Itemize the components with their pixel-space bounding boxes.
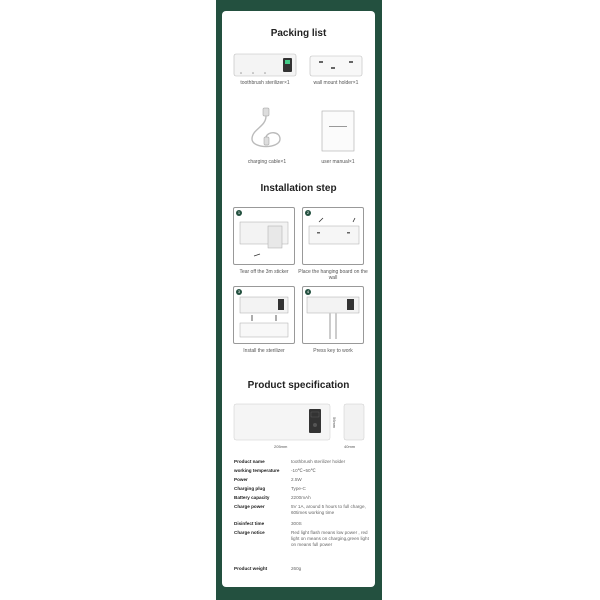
dimension-height: 56mm <box>332 417 337 429</box>
dimension-width: 205mm <box>274 444 288 449</box>
step-number: 4 <box>306 289 310 294</box>
manual-card <box>222 11 375 587</box>
step-label: Install the sterilizer <box>243 348 285 354</box>
step-label: Place the hanging board on the wall <box>298 269 368 281</box>
installation-title: Installation step <box>260 183 337 194</box>
packing-item-label: wall mount holder×1 <box>313 80 359 86</box>
step-4-image <box>302 286 364 344</box>
product-front-image <box>233 403 333 443</box>
user-manual-image <box>321 110 355 152</box>
spec-value: Red light flash means low power , red light on means on charging,green light on means full power <box>291 530 369 547</box>
step-number: 1 <box>237 210 241 215</box>
spec-key: Disinfect time <box>234 521 265 526</box>
spec-value: 2200mAh <box>291 495 311 500</box>
spec-value: 260g <box>291 566 302 571</box>
packing-item-label: charging cable×1 <box>247 159 287 165</box>
spec-key: Product weight <box>234 566 268 571</box>
step-number: 3 <box>237 289 241 294</box>
step-2-image <box>302 207 364 265</box>
step-label: Tear off the 3m sticker <box>239 269 289 275</box>
spec-value: 5V 1A, around 5 hours to full charge, 60times working time <box>291 504 366 515</box>
spec-key: Charge notice <box>234 530 265 535</box>
spec-key: Charging plug <box>234 486 266 491</box>
packing-item-label: user manual×1 <box>321 159 355 165</box>
step-3-image <box>233 286 295 344</box>
packing-list-title: Packing list <box>270 28 327 39</box>
packing-item-label: toothbrush sterilizer×1 <box>240 80 290 86</box>
step-label: Press key to work <box>313 348 353 354</box>
charging-cable-image <box>244 107 288 153</box>
spec-value: 2.5W <box>291 477 302 482</box>
sterilizer-image <box>233 53 297 77</box>
spec-value: 300S <box>291 521 302 526</box>
spec-value: toothbrush sterilizer holder <box>291 459 346 464</box>
spec-value: Type-C <box>291 486 306 491</box>
step-number: 2 <box>306 210 310 215</box>
spec-key: Battery capacity <box>234 495 270 500</box>
spec-key: Product name <box>234 459 265 464</box>
wall-mount-image <box>309 55 363 77</box>
spec-value: -10℃~50℃ <box>291 468 316 473</box>
step-1-image <box>233 207 295 265</box>
spec-key: working temperature <box>234 468 280 473</box>
spec-key: Charge power <box>234 504 265 509</box>
dimension-depth: 40mm <box>344 444 356 449</box>
spec-title: Product specification <box>247 380 350 391</box>
product-side-image <box>343 403 365 443</box>
spec-key: Power <box>234 477 248 482</box>
